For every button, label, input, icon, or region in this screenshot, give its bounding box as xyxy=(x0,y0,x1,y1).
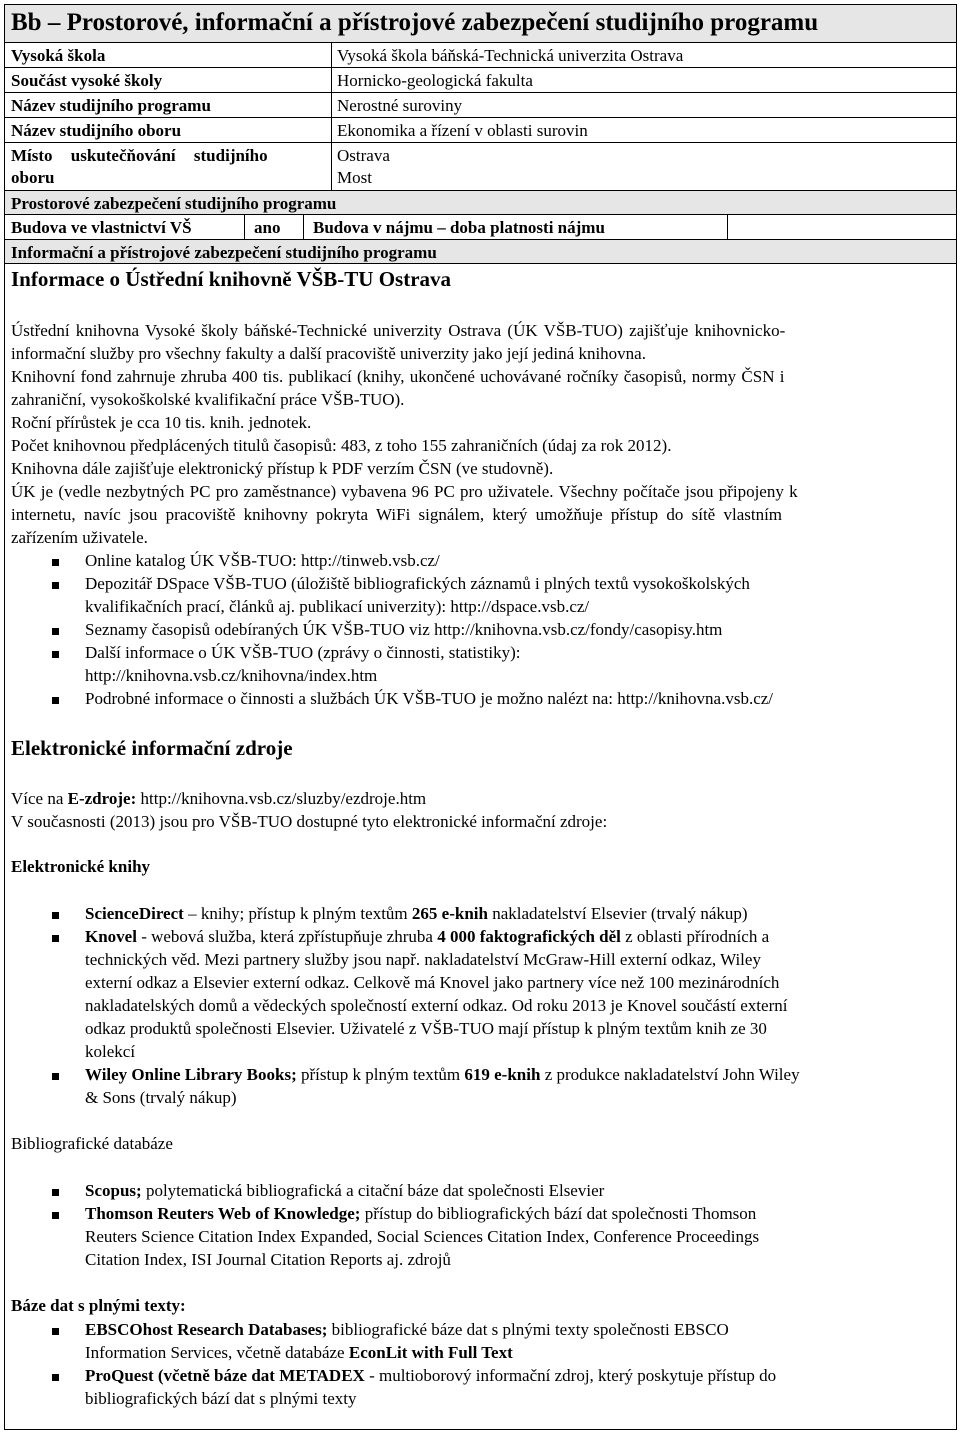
fulltext-proquest: ProQuest (včetně báze dat METADEX - multioborový informační zdroj, který poskytuje přístup do xyxy=(85,1366,777,1385)
page-title: Bb – Prostorové, informační a přístrojové zabezpečení studijního programu xyxy=(11,9,819,36)
row-faculty xyxy=(5,68,956,93)
knovel-line6: kolekcí xyxy=(85,1042,136,1061)
bullet-icon xyxy=(52,582,59,589)
program-value: Nerostné suroviny xyxy=(337,96,463,115)
building-own-label: Budova ve vlastnictví VŠ xyxy=(11,218,192,237)
table-divider xyxy=(331,43,332,191)
row-place xyxy=(5,143,956,191)
building-divider-2 xyxy=(303,215,304,240)
school-value: Vysoká škola báňská-Technická univerzita Ostrava xyxy=(337,46,684,65)
bullet-icon xyxy=(52,1073,59,1080)
library-p4: Počet knihovnou předplácených titulů časopisů: 483, z toho 155 zahraničních (údaj za rok 2012). xyxy=(11,436,672,455)
library-p2-line2: zahraniční, vysokoškolské kvalifikační práce VŠB-TUO). xyxy=(11,390,405,409)
ebook-knovel: Knovel - webová služba, která zpřístupňuje zhruba 4 000 faktografických děl z oblasti přírodních a xyxy=(85,927,770,946)
fulltext-heading: Báze dat s plnými texty: xyxy=(11,1296,186,1315)
ebook-sciencedirect: ScienceDirect – knihy; přístup k plným textům 265 e-knih nakladatelství Elsevier (trvalý nákup) xyxy=(85,904,748,923)
bullet-icon xyxy=(52,697,59,704)
row-field xyxy=(5,118,956,143)
row-school xyxy=(5,43,956,68)
ezdroje-more: Více na E-zdroje: http://knihovna.vsb.cz/sluzby/ezdroje.htm xyxy=(11,789,427,808)
library-p6-line3: zařízením uživatele. xyxy=(11,528,148,547)
place-label: Místo uskutečňování studijního xyxy=(11,146,268,165)
ezdroje-intro: V současnosti (2013) jsou pro VŠB-TUO dostupné tyto elektronické informační zdroje: xyxy=(11,812,608,831)
library-p3: Roční přírůstek je cca 10 tis. knih. jednotek. xyxy=(11,413,312,432)
field-label: Název studijního oboru xyxy=(11,121,182,140)
library-p2-line1: Knihovní fond zahrnuje zhruba 400 tis. publikací (knihy, ukončené uchovávané ročníky časopisů, normy ČSN i xyxy=(11,367,785,386)
building-divider-1 xyxy=(244,215,245,240)
bullet-icon xyxy=(52,1189,59,1196)
bullet-icon xyxy=(52,1328,59,1335)
link-online-catalog[interactable]: Online katalog ÚK VŠB-TUO: http://tinweb.vsb.cz/ xyxy=(85,551,440,570)
row-program xyxy=(5,93,956,118)
knovel-line2: technických věd. Mezi partnery služby jsou např. nakladatelství McGraw-Hill externí odkaz, Wiley xyxy=(85,950,761,969)
link-journals[interactable]: Seznamy časopisů odebíraných ÚK VŠB-TUO viz http://knihovna.vsb.cz/fondy/casopisy.htm xyxy=(85,620,723,639)
wiley-line2: & Sons (trvalý nákup) xyxy=(85,1088,237,1107)
title-bar xyxy=(5,5,956,43)
thomson-line2: Reuters Science Citation Index Expanded, Social Sciences Citation Index, Conference Proceedings xyxy=(85,1227,760,1246)
link-ezdroje[interactable]: http://knihovna.vsb.cz/sluzby/ezdroje.htm xyxy=(136,789,427,808)
biblio-thomson: Thomson Reuters Web of Knowledge; přístup do bibliografických bází dat společnosti Thomson xyxy=(85,1204,757,1223)
bullet-icon xyxy=(52,1374,59,1381)
bullet-icon xyxy=(52,935,59,942)
library-p6-line1: ÚK je (vedle nezbytných PC pro zaměstnance) vybavena 96 PC pro uživatele. Všechny počítače jsou připojeny k xyxy=(11,482,798,501)
knovel-line3: externí odkaz a Elsevier externí odkaz. Celkově má Knovel jako partnery více než 100 mezinárodních xyxy=(85,973,780,992)
place-label-2: oboru xyxy=(11,168,55,187)
biblio-scopus: Scopus; polytematická bibliografická a citační báze dat společnosti Elsevier xyxy=(85,1181,605,1200)
building-divider-3 xyxy=(727,215,728,240)
biblio-heading: Bibliografické databáze xyxy=(11,1134,173,1153)
bullet-icon xyxy=(52,651,59,658)
ebooks-heading: Elektronické knihy xyxy=(11,857,151,876)
thomson-line3: Citation Index, ISI Journal Citation Reports aj. zdrojů xyxy=(85,1250,451,1269)
ezdroje-heading: Elektronické informační zdroje xyxy=(11,736,293,760)
library-p1-line2: informační služby pro všechny fakulty a další pracoviště univerzity jako její jediná knihovna. xyxy=(11,344,646,363)
bullet-icon xyxy=(52,628,59,635)
dspace-line1: Depozitář DSpace VŠB-TUO (úložiště bibliografických záznamů i plných textů vysokoškolských xyxy=(85,574,750,593)
ebsco-line2: Information Services, včetně databáze EconLit with Full Text xyxy=(85,1343,513,1362)
building-own-value: ano xyxy=(254,218,281,237)
space-section-title: Prostorové zabezpečení studijního programu xyxy=(11,194,337,213)
info-section-row xyxy=(5,240,956,264)
faculty-value: Hornicko-geologická fakulta xyxy=(337,71,533,90)
row-building xyxy=(5,215,956,240)
building-rent-label: Budova v nájmu – doba platnosti nájmu xyxy=(313,218,605,237)
bullet-icon xyxy=(52,559,59,566)
library-p5: Knihovna dále zajišťuje elektronický přístup k PDF verzím ČSN (ve studovně). xyxy=(11,459,554,478)
bullet-icon xyxy=(52,1212,59,1219)
document-sheet xyxy=(4,4,957,1430)
fulltext-ebsco: EBSCOhost Research Databases; bibliografické báze dat s plnými texty společnosti EBSCO xyxy=(85,1320,729,1339)
library-heading: Informace o Ústřední knihovně VŠB-TU Ostrava xyxy=(11,267,452,291)
bullet-icon xyxy=(52,912,59,919)
link-library-home[interactable]: Podrobné informace o činnosti a službách ÚK VŠB-TUO je možno nalézt na: http://knihovna.vsb.cz/ xyxy=(85,689,774,708)
program-label: Název studijního programu xyxy=(11,96,211,115)
proquest-line2: bibliografických bází dat s plnými texty xyxy=(85,1389,357,1408)
ebook-wiley: Wiley Online Library Books; přístup k plným textům 619 e-knih z produkce nakladatelství John Wiley xyxy=(85,1065,800,1084)
library-p1-line1: Ústřední knihovna Vysoké školy báňské-Technické univerzity Ostrava (ÚK VŠB-TUO) zajišťuje knihovnicko- xyxy=(11,321,786,340)
info-section-title: Informační a přístrojové zabezpečení studijního programu xyxy=(11,243,437,262)
school-label: Vysoká škola xyxy=(11,46,106,65)
more-info-line1: Další informace o ÚK VŠB-TUO (zprávy o činnosti, statistiky): xyxy=(85,643,521,662)
faculty-label: Součást vysoké školy xyxy=(11,71,163,90)
place-value-ostrava: Ostrava xyxy=(337,146,390,165)
link-dspace[interactable]: kvalifikačních prací, článků aj. publikací univerzity): http://dspace.vsb.cz/ xyxy=(85,597,590,616)
knovel-line4: nakladatelských domů a vědeckých společností externí odkaz. Od roku 2013 je Knovel součástí externí xyxy=(85,996,788,1015)
field-value: Ekonomika a řízení v oblasti surovin xyxy=(337,121,588,140)
place-value-most: Most xyxy=(337,168,372,187)
link-library-index[interactable]: http://knihovna.vsb.cz/knihovna/index.htm xyxy=(85,666,378,685)
knovel-line5: odkaz produktů společnosti Elsevier. Uživatelé z VŠB-TUO mají přístup k plným textům knih ze 30 xyxy=(85,1019,767,1038)
library-p6-line2: internetu, navíc jsou pracoviště knihovny pokryta WiFi signálem, který umožňuje přístup do sítě vlastním xyxy=(11,505,783,524)
space-section-row xyxy=(5,191,956,215)
